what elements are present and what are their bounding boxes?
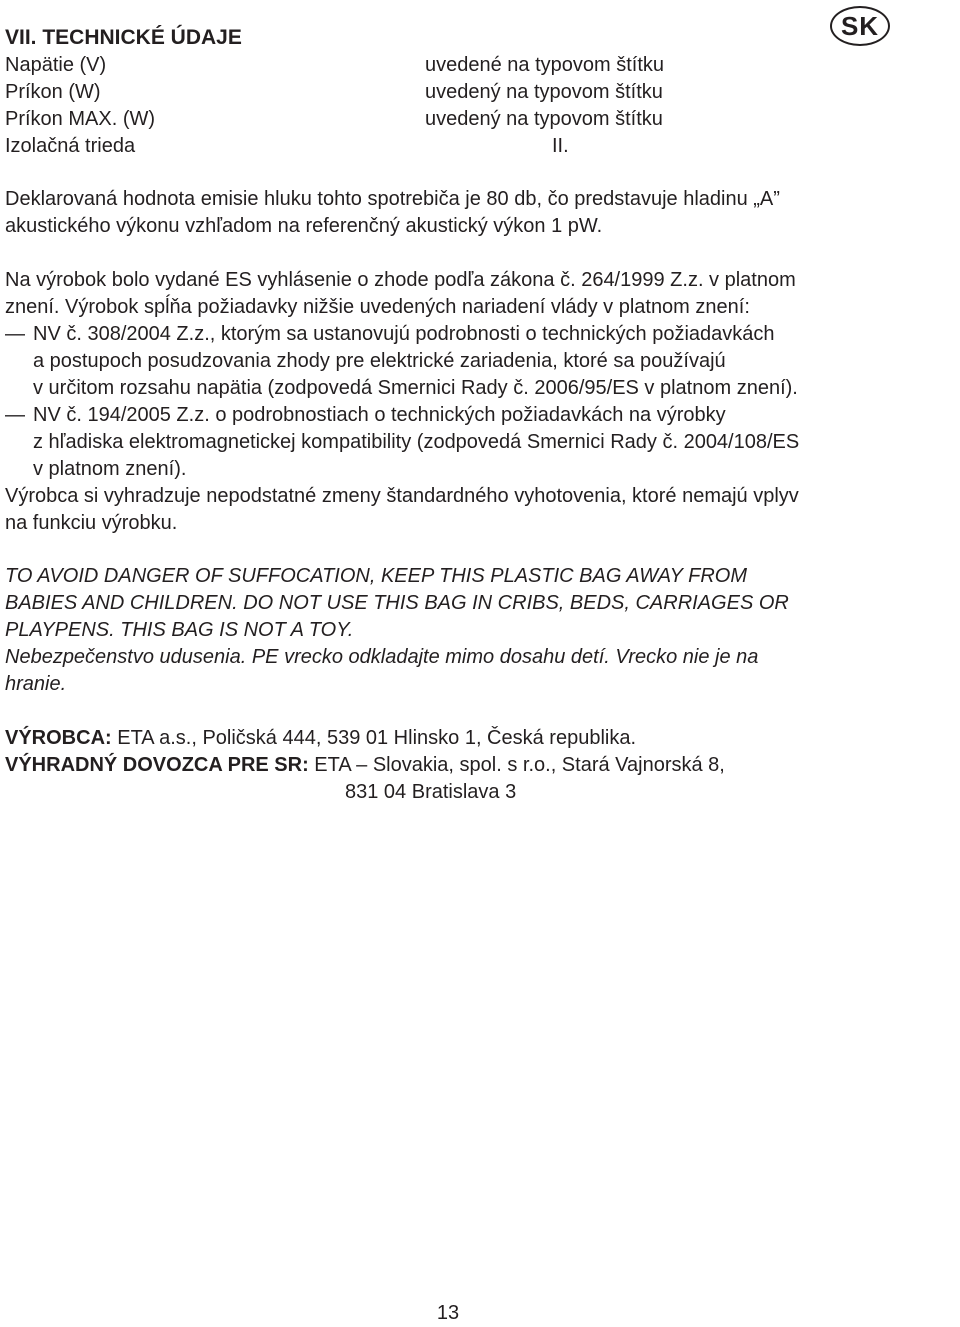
text-line: Nebezpečenstvo udusenia. PE vrecko odkladajte mimo dosahu detí. Vrecko nie je na: [5, 646, 759, 668]
section-title: VII. TECHNICKÉ ÚDAJE: [5, 26, 242, 49]
importer-line: [5, 752, 725, 779]
spec-row-power-max: [5, 106, 705, 133]
importer-city-line: 831 04 Bratislava 3: [345, 781, 517, 803]
text-line: znení. Výrobok spĺňa požiadavky nižšie uvedených nariadení vlády v platnom znení:: [5, 296, 750, 318]
text-line: hranie.: [5, 673, 67, 695]
importer-label: VÝHRADNÝ DOVOZCA PRE SR:: [5, 754, 309, 776]
manufacturer-label: VÝROBCA:: [5, 727, 112, 749]
text-line: NV č. 308/2004 Z.z., ktorým sa ustanovujú podrobnosti o technických požiadavkách: [33, 323, 775, 345]
text-line: na funkciu výrobku.: [5, 512, 178, 534]
text-line: z hľadiska elektromagnetickej kompatibility (zodpovedá Smernici Rady č. 2004/108/ES: [33, 431, 800, 453]
text-line: akustického výkonu vzhľadom na referenčný akustický výkon 1 pW.: [5, 215, 603, 237]
text-line: v platnom znení).: [33, 458, 187, 480]
importer-value: ETA – Slovakia, spol. s r.o., Stará Vajnorská 8,: [308, 754, 725, 776]
text-line: TO AVOID DANGER OF SUFFOCATION, KEEP THIS PLASTIC BAG AWAY FROM: [5, 565, 747, 587]
text-line: Na výrobok bolo vydané ES vyhlásenie o zhode podľa zákona č. 264/1999 Z.z. v platnom: [5, 269, 796, 291]
dash-bullet: —: [5, 404, 25, 426]
spec-value: II.: [552, 135, 569, 157]
text-line: Výrobca si vyhradzuje nepodstatné zmeny štandardného vyhotovenia, ktoré nemajú vplyv: [5, 485, 799, 507]
spec-label: Príkon MAX. (W): [5, 108, 156, 130]
manufacturer-value: ETA a.s., Poličská 444, 539 01 Hlinsko 1, Česká republika.: [111, 727, 637, 749]
regulation-item: [5, 321, 905, 402]
manufacturer-line: [5, 725, 636, 752]
spec-row-power: [5, 79, 705, 106]
text-line: BABIES AND CHILDREN. DO NOT USE THIS BAG IN CRIBS, BEDS, CARRIAGES OR: [5, 592, 789, 614]
spec-label: Izolačná trieda: [5, 135, 136, 157]
page-number: 13: [436, 1302, 460, 1324]
declaration-paragraph: [5, 267, 905, 537]
text-line: NV č. 194/2005 Z.z. o podrobnostiach o technických požiadavkách na výrobky: [33, 404, 726, 426]
noise-paragraph: [5, 186, 905, 240]
spec-row-voltage: [5, 52, 705, 79]
text-line: PLAYPENS. THIS BAG IS NOT A TOY.: [5, 619, 354, 641]
language-badge: SK: [830, 6, 890, 46]
suffocation-warning: [5, 563, 905, 698]
regulation-item: [5, 402, 905, 483]
spec-label: Napätie (V): [5, 54, 107, 76]
spec-value: uvedené na typovom štítku: [425, 54, 665, 76]
text-line: a postupoch posudzovania zhody pre elektrické zariadenia, ktoré sa používajú: [33, 350, 726, 372]
spec-label: Príkon (W): [5, 81, 101, 103]
dash-bullet: —: [5, 323, 25, 345]
text-line: v určitom rozsahu napätia (zodpovedá Smernici Rady č. 2006/95/ES v platnom znení).: [33, 377, 798, 399]
spec-value: uvedený na typovom štítku: [425, 108, 663, 130]
spec-row-insulation: [5, 133, 705, 160]
text-line: Deklarovaná hodnota emisie hluku tohto spotrebiča je 80 db, čo predstavuje hladinu „A”: [5, 188, 780, 210]
spec-value: uvedený na typovom štítku: [425, 81, 663, 103]
